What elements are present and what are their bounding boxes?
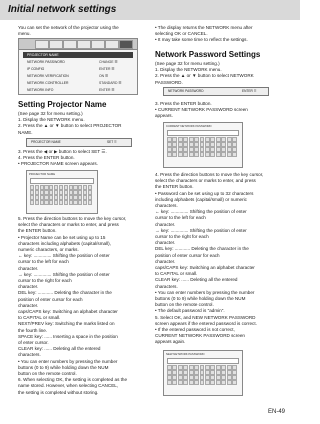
text-line: selecting OK or CANCEL. [155, 31, 208, 37]
keyboard-key [64, 185, 68, 190]
section-title-network-password: Network Password Settings [155, 50, 261, 59]
keyboard-key [40, 190, 44, 195]
menu-row-network-info [23, 87, 133, 93]
keyboard-key [221, 147, 226, 152]
keyboard-key [88, 185, 92, 190]
keyboard-key [194, 137, 199, 142]
keyboard-key [227, 365, 232, 370]
text-line: select the characters or marks to enter, and press [18, 222, 119, 228]
text-line: button on the remote control. [18, 371, 77, 377]
keyboard-key [172, 137, 177, 142]
keyboard-key [69, 185, 73, 190]
keyboard-key [44, 195, 48, 200]
keyboard-key [54, 195, 58, 200]
keyboard-key [178, 380, 183, 385]
keyboard-key [59, 200, 63, 205]
keyboard-key [194, 370, 199, 375]
keyboard-key [216, 137, 221, 142]
keyboard-key [30, 200, 34, 205]
text-line: buttons (0 to 9) while holding down the NUM [155, 296, 246, 302]
keyboard-key [227, 147, 232, 152]
keyboard-key [172, 365, 177, 370]
current-password-keyboard-screenshot [163, 122, 243, 168]
keyboard-key [232, 365, 237, 370]
text-line: characters. [18, 352, 41, 358]
keyboard-key [194, 147, 199, 152]
keyboard-key [216, 152, 221, 157]
keyboard-key [221, 152, 226, 157]
section2-steps-b [155, 101, 248, 120]
keyboard-input [167, 358, 239, 364]
keyboard-key [210, 137, 215, 142]
text-line: 5. Select OK, and NEW NETWORK PASSWORD [155, 314, 256, 320]
keyboard-key [73, 195, 77, 200]
keyboard-keys [167, 365, 237, 385]
keyboard-key [200, 142, 205, 147]
menu-row-label: NETWORK CONTROLLER [27, 81, 69, 85]
menu-row-label: NETWORK VERIFICATION [27, 74, 69, 78]
text-line: cursor to the right for each [155, 234, 209, 240]
keyboard-key [200, 147, 205, 152]
keyboard-key [30, 195, 34, 200]
keyboard-key [205, 380, 210, 385]
keyboard-input [30, 178, 94, 184]
text-line: 1. Display the NETWORK menu. [18, 117, 85, 123]
keyboard-key [178, 142, 183, 147]
keyboard-key [88, 190, 92, 195]
keyboard-key [178, 152, 183, 157]
text-line: character. [155, 240, 176, 246]
text-line: the ENTER button. [155, 184, 194, 190]
text-line: appears again. [155, 339, 186, 345]
menu-row-value: CHANGE ☰ [99, 60, 118, 64]
keyboard-key [35, 185, 39, 190]
text-line: position of enter cursor for each [155, 252, 220, 258]
keyboard-key [167, 142, 172, 147]
text-line: • The display returns the NETWORK menu after [155, 25, 253, 30]
text-line: caps/CAPS key: Switching an alphabet character [18, 309, 118, 315]
keyboard-key [189, 365, 194, 370]
keyboard-key [54, 190, 58, 195]
keyboard-key [205, 147, 210, 152]
keyboard-key [167, 137, 172, 142]
keyboard-key [216, 380, 221, 385]
menu-row-value: ENTER ☰ [99, 67, 115, 71]
text-line: character. [155, 258, 176, 264]
text-line: SPACE key: ...... Inserting a space in the position [18, 333, 118, 339]
text-line: • Password can be set using up to 32 characters [155, 190, 254, 196]
text-line: cursor to the right for each [18, 278, 72, 284]
keyboard-key [210, 152, 215, 157]
keyboard-key [54, 185, 58, 190]
text-line: caps/CAPS key: Switching an alphabet character [155, 265, 255, 271]
keyboard-key [200, 375, 205, 380]
keyboard-key [216, 365, 221, 370]
strip-label: NETWORK PASSWORD [168, 89, 204, 93]
keyboard-key [178, 375, 183, 380]
keyboard-key [189, 142, 194, 147]
keyboard-key [49, 185, 53, 190]
strip-value: SET ☰ [107, 140, 117, 144]
keyboard-key [189, 380, 194, 385]
keyboard-key [232, 137, 237, 142]
keyboard-key [200, 137, 205, 142]
text-line: 3. Press the ENTER button. [155, 101, 212, 106]
keyboard-key [232, 152, 237, 157]
keyboard-key [64, 195, 68, 200]
keyboard-key [64, 200, 68, 205]
menu-tab-network [119, 40, 133, 49]
strip-value: ENTER ☰ [242, 89, 257, 93]
text-line: PASSWORD. [155, 79, 183, 85]
keyboard-key [49, 200, 53, 205]
menu-row-ip-config [23, 66, 133, 72]
keyboard-key [183, 152, 188, 157]
keyboard-keys [167, 137, 237, 157]
keyboard-key [205, 152, 210, 157]
keyboard-key [64, 190, 68, 195]
text-line: ← key: .............. Shifting the position of enter [155, 209, 247, 215]
keyboard-key [194, 365, 199, 370]
text-line: character. [18, 284, 39, 290]
keyboard-key [59, 190, 63, 195]
keyboard-key [73, 190, 77, 195]
text-line: the fourth line. [18, 327, 48, 333]
keyboard-key [167, 375, 172, 380]
keyboard-key [44, 190, 48, 195]
menu-row-label: NETWORK INFO [27, 88, 54, 92]
section1-steps-a [18, 111, 121, 136]
keyboard-key [227, 375, 232, 380]
keyboard-key [172, 380, 177, 385]
keyboard-key [183, 370, 188, 375]
text-line: select the characters or marks to enter, and press [155, 178, 256, 184]
keyboard-key [40, 200, 44, 205]
menu-tab [63, 40, 77, 49]
keyboard-key [232, 370, 237, 375]
text-line: • PROJECTOR NAME screen appears. [18, 161, 98, 167]
keyboard-key [44, 200, 48, 205]
keyboard-key [232, 375, 237, 380]
keyboard-key [73, 185, 77, 190]
text-line: character. [155, 221, 176, 227]
text-line: cursor to the left for each [155, 215, 206, 221]
keyboard-key [88, 200, 92, 205]
keyboard-key [194, 142, 199, 147]
keyboard-key [172, 375, 177, 380]
keyboard-key [78, 185, 82, 190]
keyboard-key [205, 370, 210, 375]
keyboard-key [221, 370, 226, 375]
keyboard-key [216, 370, 221, 375]
text-line: to CAPITAL or small. [155, 271, 198, 277]
menu-tab [49, 40, 63, 49]
keyboard-input [167, 130, 239, 136]
keyboard-key [200, 152, 205, 157]
text-line: 6. When selecting OK, the setting is completed as the [18, 377, 128, 383]
keyboard-key [35, 195, 39, 200]
strip-label: PROJECTOR NAME [31, 140, 61, 144]
text-line: 1. Display the NETWORK menu. [155, 67, 222, 73]
menu-tab-bar [19, 39, 137, 50]
keyboard-key [69, 195, 73, 200]
text-line: • Projector Name can be set using up to 15 [18, 234, 106, 240]
text-line: 4. Press the direction buttons to move the key cursor, [155, 172, 264, 177]
text-line: → key: .............. Shifting the position of enter [18, 271, 110, 277]
keyboard-key [227, 142, 232, 147]
text-line: position of enter cursor for each [18, 296, 83, 302]
keyboard-key [183, 365, 188, 370]
keyboard-key [210, 380, 215, 385]
text-line: including alphabets (capital/small) or numeric [155, 196, 247, 202]
new-password-keyboard-screenshot [163, 350, 243, 396]
text-line: • You can enter numbers by pressing the number [18, 358, 118, 364]
network-menu-screenshot [18, 38, 138, 95]
projector-name-strip [26, 138, 132, 147]
text-line: • You can enter numbers by pressing the number [155, 289, 255, 295]
keyboard-key [232, 147, 237, 152]
text-line: • CURRENT NETWORK PASSWORD screen [155, 107, 248, 113]
keyboard-key [189, 137, 194, 142]
intro-text [18, 25, 119, 37]
keyboard-key [183, 137, 188, 142]
keyboard-key [167, 370, 172, 375]
keyboard-key [221, 142, 226, 147]
text-line: CLEAR key: ...... Deleting all the entered [155, 277, 238, 283]
keyboard-key [30, 190, 34, 195]
keyboard-key [227, 370, 232, 375]
keyboard-key [221, 375, 226, 380]
keyboard-key [83, 195, 87, 200]
keyboard-key [189, 375, 194, 380]
text-line: cursor to the left for each [18, 259, 69, 265]
keyboard-key [35, 190, 39, 195]
menu-row-network-password [23, 59, 133, 65]
keyboard-key [40, 195, 44, 200]
menu-tab [91, 40, 105, 49]
text-line: character. [18, 265, 39, 271]
text-line: name stored. However, when selecting CANCEL, [18, 383, 119, 389]
keyboard-key [35, 200, 39, 205]
text-line: • If the entered password is not correct, [155, 327, 235, 333]
menu-row-value: STANDARD ☰ [99, 81, 122, 85]
keyboard-key [200, 380, 205, 385]
keyboard-key [69, 200, 73, 205]
keyboard-key [200, 370, 205, 375]
text-line: DEL key: ............ Deleting the character in the [18, 290, 112, 296]
keyboard-keys [30, 185, 92, 205]
keyboard-key [178, 137, 183, 142]
text-line: (See page 32 for menu setting.) [155, 61, 220, 66]
keyboard-key [69, 190, 73, 195]
keyboard-key [221, 380, 226, 385]
menu-row-network-verification [23, 73, 133, 79]
page-number: EN-49 [268, 409, 286, 415]
keyboard-key [205, 365, 210, 370]
keyboard-key [210, 365, 215, 370]
text-line: CLEAR key: ...... Deleting all the entered [18, 346, 101, 352]
keyboard-title: PROJECTOR NAME [29, 172, 56, 176]
text-line: to CAPITAL or small. [18, 315, 61, 321]
keyboard-key [216, 142, 221, 147]
text-line: → key: .............. Shifting the position of enter [155, 227, 247, 233]
keyboard-key [49, 195, 53, 200]
text-line: the ENTER button. [18, 228, 57, 234]
section2-steps-c [155, 172, 263, 346]
menu-tab [35, 40, 49, 49]
keyboard-key [227, 380, 232, 385]
text-line: 2. Press the ▲ or ▼ button to select NETWORK [155, 73, 254, 79]
intro-line: You can set the network of the projector using the [18, 25, 119, 30]
keyboard-key [78, 200, 82, 205]
keyboard-key [183, 380, 188, 385]
keyboard-key [178, 370, 183, 375]
keyboard-key [232, 380, 237, 385]
text-line: 5. Press the direction buttons to move the key cursor, [18, 216, 127, 221]
keyboard-key [221, 365, 226, 370]
keyboard-key [216, 375, 221, 380]
menu-row-label: PROJECTOR NAME [27, 53, 59, 57]
keyboard-key [30, 185, 34, 190]
text-line: NAME. [18, 129, 33, 135]
menu-tab [77, 40, 91, 49]
keyboard-key [44, 185, 48, 190]
section2-bullets-top [155, 25, 253, 44]
keyboard-key [189, 152, 194, 157]
text-line: characters. [155, 283, 178, 289]
keyboard-key [183, 375, 188, 380]
keyboard-key [54, 200, 58, 205]
keyboard-key [167, 152, 172, 157]
keyboard-key [83, 190, 87, 195]
menu-row-label: IP CONFIG [27, 67, 45, 71]
menu-row-projector-name [23, 52, 133, 58]
keyboard-key [49, 190, 53, 195]
keyboard-key [210, 370, 215, 375]
keyboard-key [78, 195, 82, 200]
keyboard-key [83, 185, 87, 190]
keyboard-key [232, 142, 237, 147]
keyboard-key [227, 152, 232, 157]
keyboard-key [183, 142, 188, 147]
keyboard-key [194, 380, 199, 385]
text-line: appears. [155, 113, 173, 119]
keyboard-key [189, 147, 194, 152]
keyboard-key [205, 375, 210, 380]
keyboard-key [167, 147, 172, 152]
keyboard-key [59, 195, 63, 200]
text-line: character. [18, 302, 39, 308]
page-title: Initial network settings [8, 4, 117, 15]
keyboard-key [40, 185, 44, 190]
text-line: characters. [155, 203, 178, 209]
section1-steps-c [18, 216, 127, 396]
text-line: button on the remote control. [155, 302, 214, 308]
keyboard-key [205, 137, 210, 142]
keyboard-key [210, 147, 215, 152]
intro-line: menu. [18, 31, 31, 37]
keyboard-key [216, 147, 221, 152]
text-line: screen appears if the entered password is correct. [155, 320, 257, 326]
keyboard-key [189, 370, 194, 375]
text-line: (See page 32 for menu setting.) [18, 111, 83, 116]
keyboard-title: NEW NETWORK PASSWORD [166, 352, 205, 356]
section1-steps-b [18, 149, 107, 168]
menu-row-value: ENTER ☰ [99, 88, 115, 92]
keyboard-key [167, 365, 172, 370]
keyboard-key [205, 142, 210, 147]
keyboard-key [178, 147, 183, 152]
projector-name-keyboard-screenshot [26, 170, 98, 214]
keyboard-key [210, 142, 215, 147]
menu-row-network-controller [23, 80, 133, 86]
text-line: numeric characters, or marks. [18, 247, 79, 253]
section-title-projector-name: Setting Projector Name [18, 100, 107, 109]
text-line: 4. Press the ENTER button. [18, 155, 75, 161]
keyboard-key [78, 190, 82, 195]
keyboard-key [227, 137, 232, 142]
text-line: 2. Press the ▲ or ▼ button to select PROJECTOR [18, 123, 122, 129]
keyboard-key [172, 370, 177, 375]
text-line: NEXT/PREV key: Switching the marks listed on [18, 321, 115, 327]
keyboard-key [167, 380, 172, 385]
menu-tab [105, 40, 119, 49]
text-line: 3. Press the ◀ or ▶ button to select SET ☰. [18, 149, 107, 154]
text-line: • It may take some time to reflect the settings. [155, 37, 248, 43]
text-line: • The default password is "admin". [155, 308, 225, 314]
text-line: of enter cursor. [18, 340, 49, 346]
menu-row-label: NETWORK PASSWORD [27, 60, 65, 64]
keyboard-key [172, 147, 177, 152]
keyboard-key [194, 375, 199, 380]
keyboard-key [194, 152, 199, 157]
text-line: CURRENT NETWORK PASSWORD screen [155, 333, 245, 339]
keyboard-key [172, 152, 177, 157]
menu-row-value: ON ☰ [99, 74, 109, 78]
keyboard-key [221, 137, 226, 142]
section2-steps-a [155, 61, 254, 86]
keyboard-key [172, 142, 177, 147]
keyboard-key [183, 147, 188, 152]
keyboard-key [59, 185, 63, 190]
network-password-strip [163, 87, 269, 96]
keyboard-key [210, 375, 215, 380]
keyboard-key [200, 365, 205, 370]
keyboard-key [83, 200, 87, 205]
keyboard-title: CURRENT NETWORK PASSWORD [166, 124, 212, 128]
keyboard-key [88, 195, 92, 200]
text-line: the setting is completed without storing. [18, 389, 99, 395]
keyboard-key [73, 200, 77, 205]
text-line: characters including alphabets (capital/small), [18, 240, 111, 246]
keyboard-key [178, 365, 183, 370]
text-line: DEL key: ............ Deleting the character in the [155, 246, 249, 252]
text-line: ← key: .............. Shifting the position of enter [18, 253, 110, 259]
text-line: buttons (0 to 9) while holding down the NUM [18, 364, 109, 370]
